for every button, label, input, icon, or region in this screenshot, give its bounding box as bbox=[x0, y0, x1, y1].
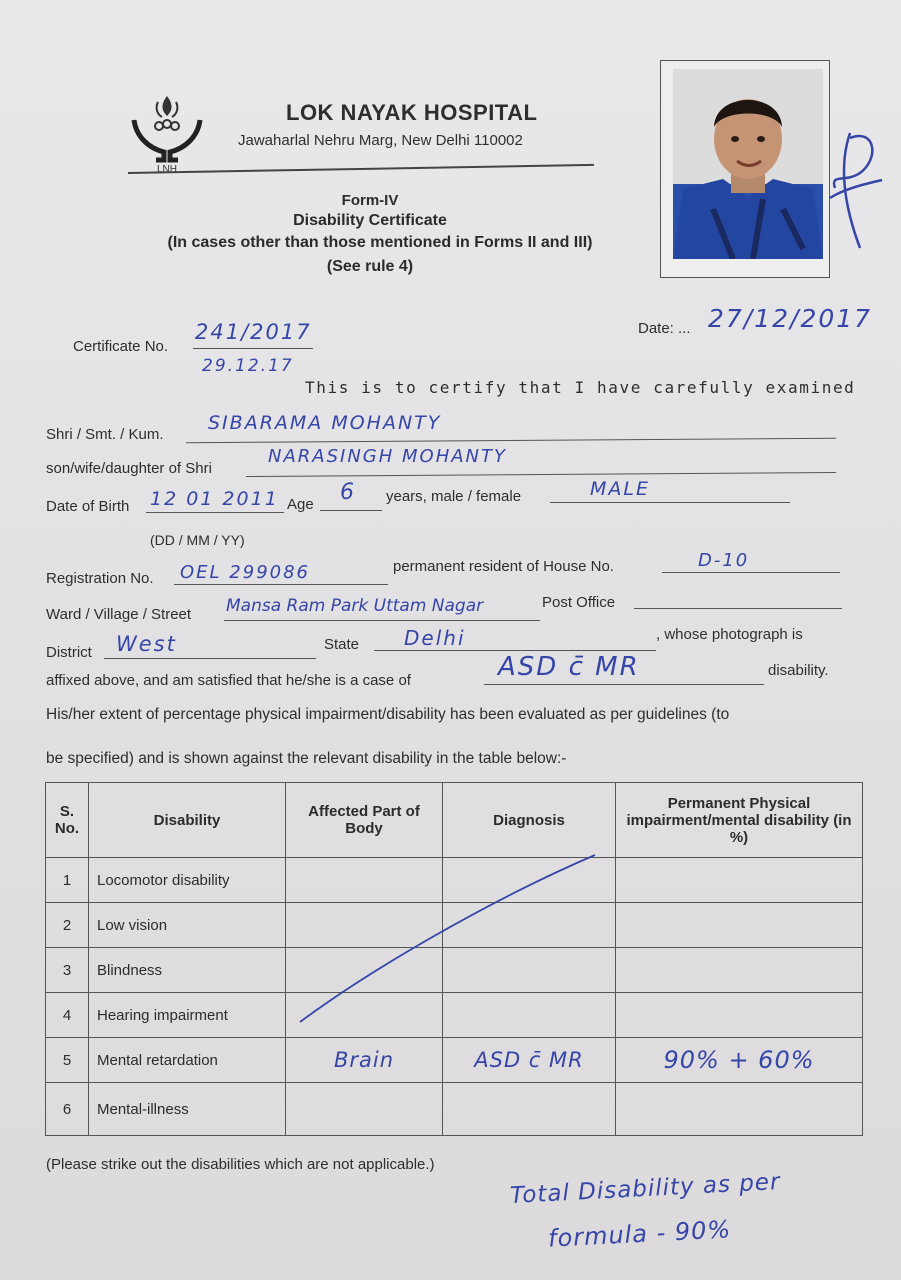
form-rule: (See rule 4) bbox=[326, 258, 414, 275]
row-sno: 4 bbox=[46, 993, 89, 1038]
age-value: 6 bbox=[340, 480, 356, 505]
dob-format-hint: (DD / MM / YY) bbox=[150, 532, 245, 548]
table-row bbox=[46, 1083, 863, 1136]
row-disability: Blindness bbox=[89, 948, 286, 993]
paragraph-line-2: be specified) and is shown against the relevant disability in the table below:- bbox=[46, 750, 567, 767]
ward-label: Ward / Village / Street bbox=[46, 606, 192, 623]
child-photo-icon bbox=[673, 69, 823, 259]
header-percent: Permanent Physical impairment/mental disability (in %) bbox=[616, 783, 863, 858]
row-disability: Mental-illness bbox=[89, 1083, 286, 1136]
row-percent bbox=[616, 903, 863, 948]
hospital-logo-icon bbox=[128, 90, 206, 176]
table-row bbox=[46, 1038, 863, 1083]
years-label: years, male / female bbox=[386, 488, 522, 505]
name-value: SIBARAMA MOHANTY bbox=[208, 412, 442, 434]
state-label: State bbox=[324, 636, 360, 653]
photo-label: , whose photograph is bbox=[656, 626, 803, 643]
hospital-name: LOK NAYAK HOSPITAL bbox=[286, 100, 538, 125]
handwritten-total-line-2: formula - 90% bbox=[547, 1215, 732, 1253]
parent-label: son/wife/daughter of Shri bbox=[46, 460, 212, 477]
disability-word: disability. bbox=[768, 662, 829, 679]
dob-label: Date of Birth bbox=[46, 498, 130, 515]
header-disability: Disability bbox=[89, 783, 286, 858]
row-part: Brain bbox=[286, 1038, 443, 1083]
date-label: Date: ... bbox=[638, 320, 691, 337]
dob-value: 12 01 2011 bbox=[150, 488, 279, 510]
age-label: Age bbox=[287, 496, 314, 513]
certificate-no-value: 241/2017 bbox=[195, 320, 312, 344]
header-affected-part: Affected Part of Body bbox=[286, 783, 443, 858]
post-office-label: Post Office bbox=[542, 594, 616, 611]
district-label: District bbox=[46, 644, 92, 661]
form-title: Disability Certificate bbox=[293, 212, 447, 229]
row-disability: Low vision bbox=[89, 903, 286, 948]
applicant-photo bbox=[660, 60, 830, 278]
row-part bbox=[286, 1083, 443, 1136]
district-value: West bbox=[116, 632, 177, 656]
row-percent bbox=[616, 948, 863, 993]
row-percent bbox=[616, 858, 863, 903]
registration-label: Registration No. bbox=[46, 570, 154, 587]
state-value: Delhi bbox=[404, 626, 466, 650]
header-sno: S. No. bbox=[46, 783, 89, 858]
row-sno: 1 bbox=[46, 858, 89, 903]
certificate-no-label: Certificate No. bbox=[73, 338, 169, 355]
row-percent bbox=[616, 993, 863, 1038]
strike-through-mark bbox=[290, 850, 610, 1030]
row-sno: 6 bbox=[46, 1083, 89, 1136]
row-disability: Hearing impairment bbox=[89, 993, 286, 1038]
row-sno: 3 bbox=[46, 948, 89, 993]
row-percent: 90% + 60% bbox=[616, 1038, 863, 1083]
hospital-address: Jawaharlal Nehru Marg, New Delhi 110002 bbox=[238, 132, 523, 149]
case-value: ASD c̄ MR bbox=[498, 652, 640, 682]
name-label: Shri / Smt. / Kum. bbox=[46, 426, 164, 443]
footer-note: (Please strike out the disabilities which are not applicable.) bbox=[46, 1156, 435, 1173]
row-sno: 5 bbox=[46, 1038, 89, 1083]
row-sno: 2 bbox=[46, 903, 89, 948]
form-number: Form-IV bbox=[341, 192, 399, 209]
parent-value: NARASINGH MOHANTY bbox=[268, 446, 508, 467]
handwritten-total-line-1: Total Disability as per bbox=[509, 1168, 782, 1210]
ward-value: Mansa Ram Park Uttam Nagar bbox=[226, 596, 484, 616]
photo-signature-icon bbox=[820, 128, 890, 258]
house-label: permanent resident of House No. bbox=[393, 558, 614, 575]
logo-text: LNH bbox=[156, 164, 178, 175]
row-diagnosis bbox=[443, 1083, 616, 1136]
row-percent bbox=[616, 1083, 863, 1136]
house-value: D-10 bbox=[698, 550, 750, 571]
certificate-no-date: 29.12.17 bbox=[202, 356, 294, 376]
header-diagnosis: Diagnosis bbox=[443, 783, 616, 858]
paragraph-line-1: His/her extent of percentage physical impairment/disability has been evaluated as per guidelines (to bbox=[46, 706, 730, 723]
intro-text: This is to certify that I have carefully examined bbox=[305, 378, 856, 397]
affixed-label: affixed above, and am satisfied that he/she is a case of bbox=[46, 672, 411, 689]
registration-value: OEL 299086 bbox=[180, 562, 311, 583]
date-value: 27/12/2017 bbox=[708, 304, 873, 333]
form-subtitle: (In cases other than those mentioned in Forms II and III) bbox=[167, 234, 593, 251]
row-disability: Locomotor disability bbox=[89, 858, 286, 903]
table-header-row bbox=[46, 783, 863, 858]
row-diagnosis: ASD c̄ MR bbox=[443, 1038, 616, 1083]
sex-value: MALE bbox=[590, 478, 650, 500]
row-disability: Mental retardation bbox=[89, 1038, 286, 1083]
